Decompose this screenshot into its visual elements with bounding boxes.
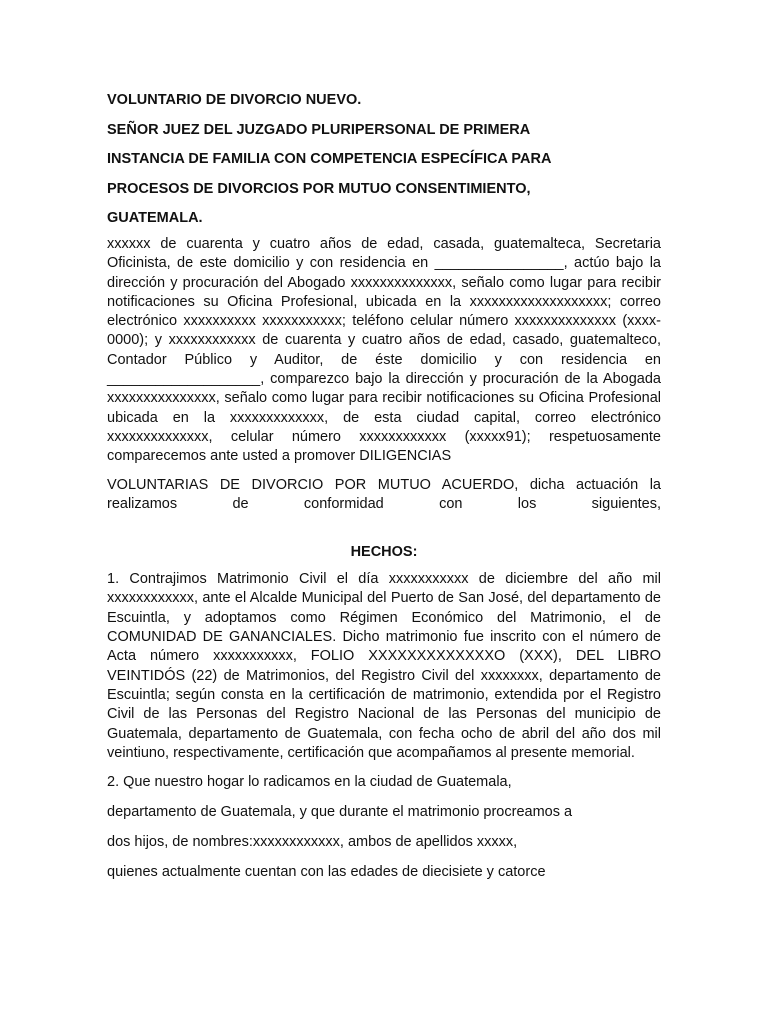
intro-paragraph: xxxxxx de cuarenta y cuatro años de edad, casada, guatemalteca, Secretaria Oficinista, de este domicilio y con residencia en ________________, actúo bajo la dirección y procuración del Abogado xxxxxxxxxxxxxx, señalo como lugar para recibir notificaciones su Oficina Profesional, ubicada en la xxxxxxxxxxxxxxxxxxx; correo electrónico xxxxxxxxxx xxxxxxxxxxx; teléfono celular número xxxxxxxxxxxxxx (xxxx-0000); y xxxxxxxxxxxx de cuarenta y cuatro años de edad, casado, guatemalteco, Contador Público y Auditor, de éste domicilio y con residencia en ___________________, comparezco bajo la dirección y procuración de la Abogada xxxxxxxxxxxxxxx, señalo como lugar para recibir notificaciones su Oficina Profesional ubicada en la xxxxxxxxxxxxx, de esta ciudad capital, correo electrónico xxxxxxxxxxxxxx, celular número xxxxxxxxxxxx (xxxxx91); respetuosamente comparecemos ante usted a promover DILIGENCIAS <box>107 236 661 465</box>
second-paragraph: VOLUNTARIAS DE DIVORCIO POR MUTUO ACUERDO, dicha actuación la realizamos de conformidad con los siguientes, <box>107 476 661 512</box>
fact-1-paragraph: 1. Contrajimos Matrimonio Civil el día xxxxxxxxxxx de diciembre del año mil xxxxxxxxxxxx, ante el Alcalde Municipal del Puerto de San José, del departamento de Escuintla, y adoptamos como Régimen Económico del Matrimonio, el de COMUNIDAD DE GANANCIALES. Dicho matrimonio fue inscrito con el número de Acta número xxxxxxxxxxx, FOLIO XXXXXXXXXXXXXO (XXX), DEL LIBRO VEINTIDÓS (22) de Matrimonios, del Registro Civil del xxxxxxxx, departamento de Escuintla; según consta en la certificación de matrimonio, extendida por el Registro Civil de las Personas del Registro Nacional de las Personas del municipio de Guatemala, departamento de Guatemala, con fecha ocho de abril del año dos mil veintiuno, respectivamente, certificación que acompañamos al presente memorial. <box>107 571 661 761</box>
spacer <box>107 763 661 772</box>
addressee-line-1: SEÑOR JUEZ DEL JUZGADO PLURIPERSONAL DE PRIMERA <box>107 121 531 138</box>
fact-2-line-1: 2. Que nuestro hogar lo radicamos en la ciudad de Guatemala, <box>107 774 512 791</box>
document-title: VOLUNTARIO DE DIVORCIO NUEVO. <box>107 92 362 108</box>
section-title-hechos: HECHOS: <box>350 544 418 561</box>
fact-2-line-4: quienes actualmente cuentan con las edades de diecisiete y catorce <box>107 864 546 881</box>
addressee-line-2: INSTANCIA DE FAMILIA CON COMPETENCIA ESPECÍFICA PARA <box>107 151 552 167</box>
addressee-line-4: GUATEMALA. <box>107 210 203 226</box>
fact-2-line-2: departamento de Guatemala, y que durante el matrimonio procreamos a <box>107 804 573 821</box>
spacer <box>107 467 661 476</box>
addressee-line-3: PROCESOS DE DIVORCIOS POR MUTUO CONSENTIMIENTO, <box>107 180 531 197</box>
fact-2-line-3: dos hijos, de nombres:xxxxxxxxxxxx, ambos de apellidos xxxxx, <box>107 834 518 851</box>
spacer <box>107 514 661 542</box>
document-page <box>107 90 661 892</box>
